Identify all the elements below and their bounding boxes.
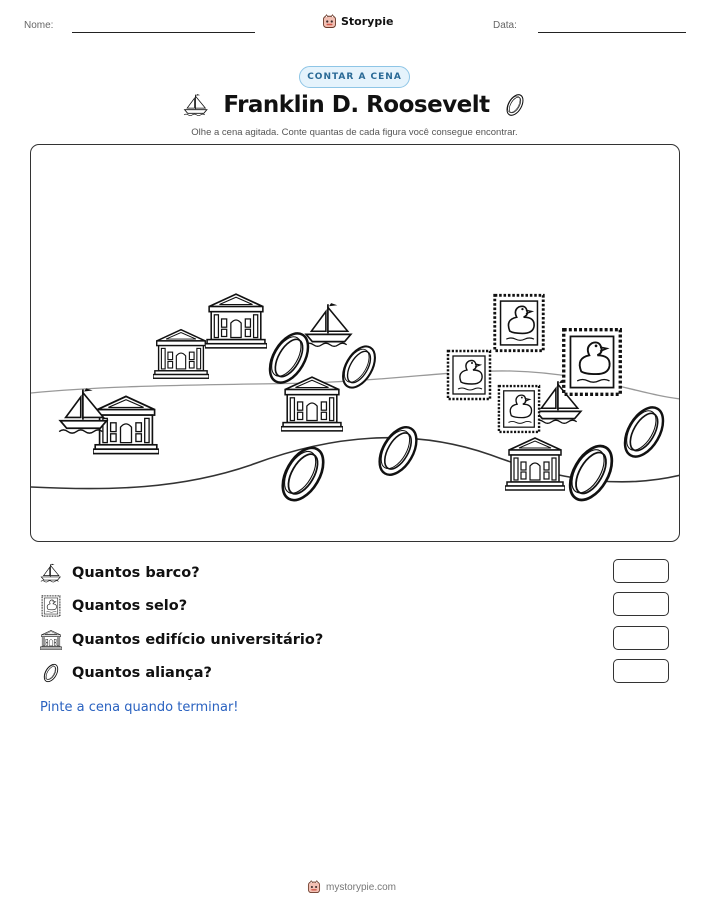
university-building-icon bbox=[40, 629, 62, 651]
stamp-icon bbox=[564, 330, 621, 395]
university-building-icon bbox=[281, 377, 343, 431]
ring-icon bbox=[504, 92, 526, 118]
question-university bbox=[40, 627, 323, 653]
university-building-icon bbox=[505, 438, 565, 490]
title-row bbox=[0, 92, 709, 118]
question-label: Quantos selo? bbox=[72, 598, 188, 614]
stamp-icon bbox=[499, 386, 539, 432]
question-label: Quantos aliança? bbox=[72, 665, 212, 681]
boat-icon bbox=[183, 92, 209, 118]
boat-icon bbox=[305, 303, 351, 346]
stamp-icon bbox=[448, 351, 490, 399]
answer-box-boat[interactable] bbox=[613, 559, 669, 583]
question-ring bbox=[40, 660, 212, 686]
stamp-icon bbox=[495, 295, 543, 350]
footer-site[interactable]: mystorypie.com bbox=[326, 881, 397, 893]
ring-icon bbox=[372, 421, 424, 481]
stamp-icon bbox=[40, 595, 62, 617]
instructions: Olhe a cena agitada. Conte quantas de cada figura você consegue encontrar. bbox=[191, 127, 518, 138]
name-label: Nome: bbox=[24, 20, 54, 31]
ring-icon bbox=[40, 662, 62, 684]
footer-brand bbox=[307, 880, 396, 894]
ring-icon bbox=[274, 441, 331, 507]
brand-name: Storypie bbox=[341, 15, 394, 28]
question-stamp bbox=[40, 593, 187, 619]
answer-box-stamp[interactable] bbox=[613, 592, 669, 616]
page-title: Franklin D. Roosevelt bbox=[223, 92, 490, 118]
ring-icon bbox=[562, 439, 621, 507]
storypie-logo-icon bbox=[307, 880, 321, 894]
name-line[interactable] bbox=[72, 32, 255, 33]
question-label: Quantos edifício universitário? bbox=[72, 632, 324, 648]
boat-icon bbox=[40, 562, 62, 584]
question-label: Quantos barco? bbox=[72, 565, 200, 581]
date-line[interactable] bbox=[538, 32, 686, 33]
date-label: Data: bbox=[493, 20, 517, 31]
ring-icon bbox=[617, 401, 671, 463]
university-building-icon bbox=[205, 294, 267, 348]
ring-icon bbox=[336, 341, 381, 393]
answer-box-ring[interactable] bbox=[613, 659, 669, 683]
question-boat bbox=[40, 560, 200, 586]
storypie-logo-icon bbox=[322, 14, 337, 29]
answer-box-university[interactable] bbox=[613, 626, 669, 650]
university-building-icon bbox=[153, 330, 209, 379]
counting-scene bbox=[30, 144, 680, 542]
activity-badge: CONTAR A CENA bbox=[299, 66, 410, 88]
brand-logo bbox=[322, 14, 393, 29]
coloring-note: Pinte a cena quando terminar! bbox=[40, 700, 239, 715]
